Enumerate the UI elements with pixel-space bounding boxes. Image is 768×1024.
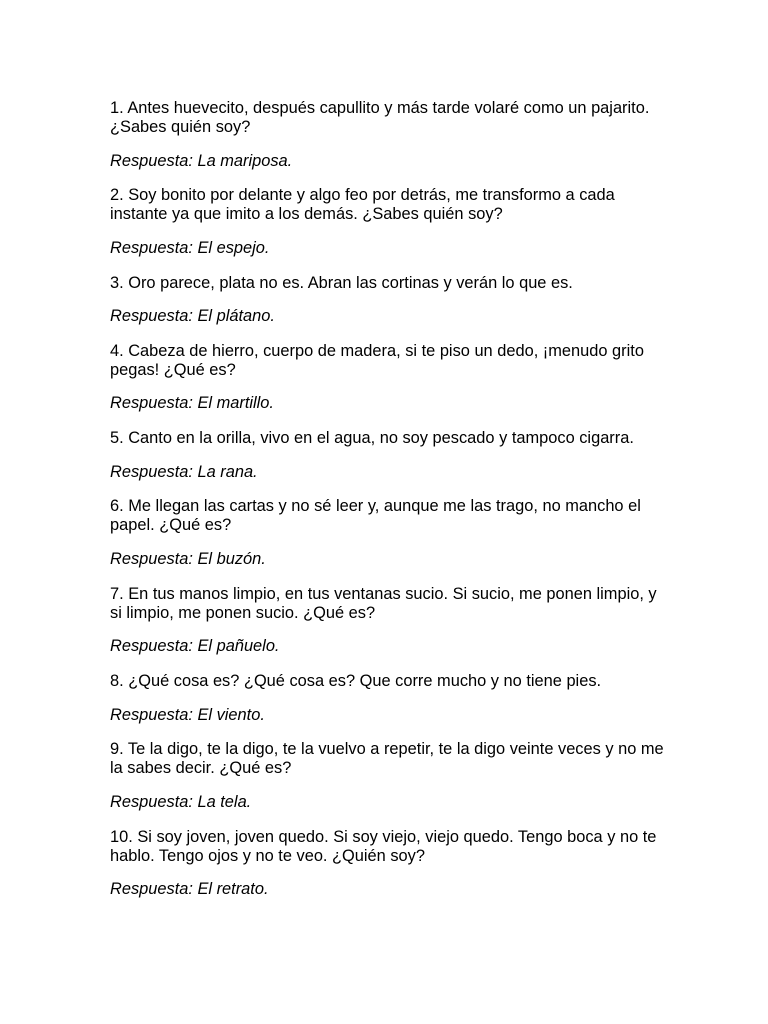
riddle-answer-8: Respuesta: El viento. [110, 705, 265, 724]
riddle-answer-3: Respuesta: El plátano. [110, 307, 275, 326]
riddle-question-7: 7. En tus manos limpio, en tus ventanas sucio. Si sucio, me ponen limpio, y si limpio, me ponen sucio. ¿Qué es? [110, 584, 657, 622]
riddle-answer-1: Respuesta: La mariposa. [110, 151, 293, 170]
riddle-question-2: 2. Soy bonito por delante y algo feo por detrás, me transformo a cada instante ya que imito a los demás. ¿Sabes quién soy? [110, 186, 615, 224]
riddle-question-4: 4. Cabeza de hierro, cuerpo de madera, si te piso un dedo, ¡menudo grito pegas! ¿Qué es? [110, 341, 644, 379]
riddle-question-5: 5. Canto en la orilla, vivo en el agua, no soy pescado y tampoco cigarra. [110, 429, 634, 448]
riddle-question-6: 6. Me llegan las cartas y no sé leer y, aunque me las trago, no mancho el papel. ¿Qué es? [110, 497, 641, 535]
riddle-question-10: 10. Si soy joven, joven quedo. Si soy viejo, viejo quedo. Tengo boca y no te hablo. Tengo ojos y no te veo. ¿Quién soy? [110, 827, 657, 865]
riddle-answer-7: Respuesta: El pañuelo. [110, 637, 280, 656]
riddle-answer-5: Respuesta: La rana. [110, 462, 258, 481]
riddle-answer-10: Respuesta: El retrato. [110, 880, 269, 899]
riddle-question-8: 8. ¿Qué cosa es? ¿Qué cosa es? Que corre mucho y no tiene pies. [110, 672, 602, 691]
riddle-answer-4: Respuesta: El martillo. [110, 394, 274, 413]
riddle-question-3: 3. Oro parece, plata no es. Abran las cortinas y verán lo que es. [110, 273, 573, 292]
riddle-answer-6: Respuesta: El buzón. [110, 549, 266, 568]
riddle-question-1: 1. Antes huevecito, después capullito y más tarde volaré como un pajarito. ¿Sabes quién soy? [110, 99, 650, 136]
riddle-answer-9: Respuesta: La tela. [110, 792, 252, 811]
riddle-question-9: 9. Te la digo, te la digo, te la vuelvo a repetir, te la digo veinte veces y no me la sabes decir. ¿Qué es? [110, 740, 664, 778]
document-page [110, 99, 666, 915]
riddle-answer-2: Respuesta: El espejo. [110, 238, 270, 257]
